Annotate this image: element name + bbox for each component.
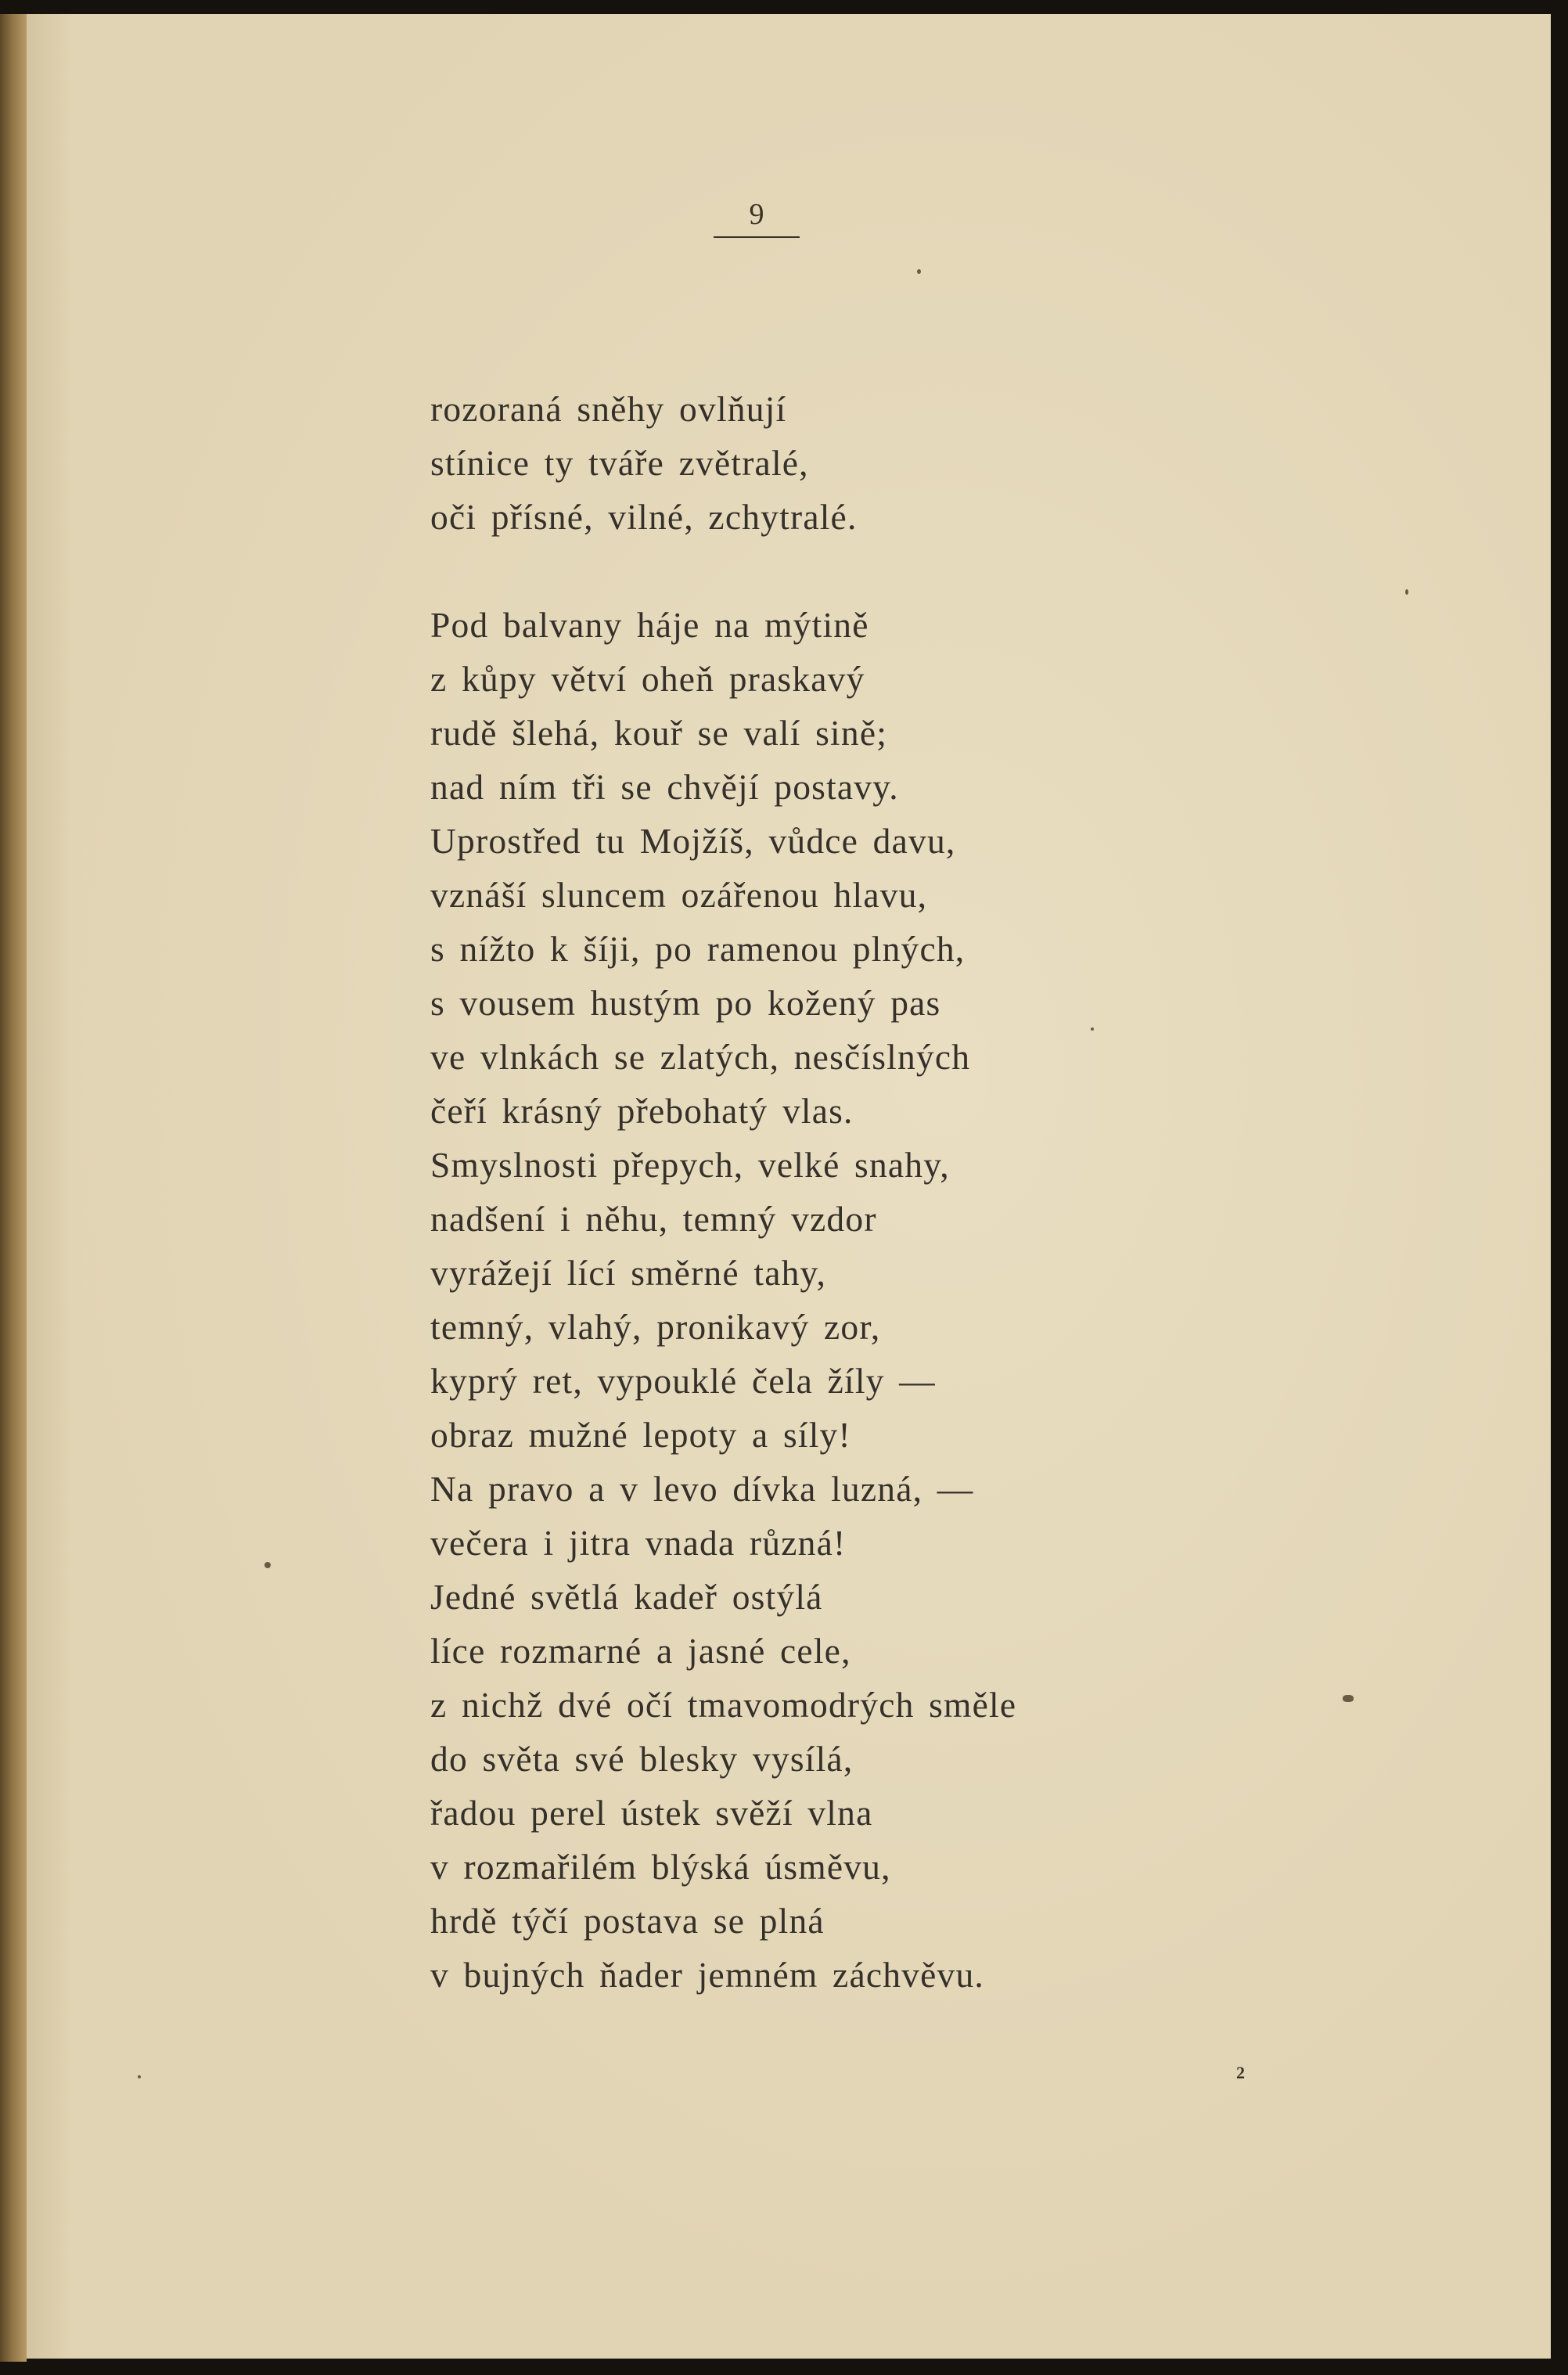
poem-line: čeří krásný přebohatý vlas. — [430, 1091, 854, 1131]
paper-speck — [1343, 1695, 1354, 1702]
poem-line: obraz mužné lepoty a síly! — [430, 1415, 851, 1455]
poem-line: kyprý ret, vypouklé čela žíly — — [430, 1361, 936, 1401]
paper-speck — [1091, 1027, 1094, 1031]
poem-line: vznáší sluncem ozářenou hlavu, — [430, 875, 928, 915]
paper-speck — [264, 1562, 271, 1568]
poem-line: řadou perel ústek svěží vlna — [430, 1793, 873, 1833]
printer-signature-mark: 2 — [1236, 2063, 1245, 2082]
poem-line: Uprostřed tu Mojžíš, vůdce davu, — [430, 821, 956, 861]
poem-line: v bujných ňader jemném záchvěvu. — [430, 1955, 984, 1995]
poem-line: z nichž dvé očí tmavomodrých směle — [430, 1685, 1017, 1725]
poem-line: rudě šlehá, kouř se valí sině; — [430, 713, 888, 753]
poem-line: temný, vlahý, pronikavý zor, — [430, 1307, 881, 1347]
poem-line: s vousem hustým po kožený pas — [430, 983, 941, 1023]
poem-line: v rozmařilém blýská úsměvu, — [430, 1847, 891, 1887]
poem-line: nad ním tři se chvějí postavy. — [430, 767, 899, 807]
poem-line: Jedné světlá kadeř ostýlá — [430, 1577, 823, 1617]
poem-line: nadšení i něhu, temný vzdor — [430, 1199, 877, 1239]
paper-speck — [1405, 589, 1408, 595]
paper-speck — [138, 2075, 141, 2078]
poem-line: líce rozmarné a jasné cele, — [430, 1631, 851, 1671]
stanza-2 — [430, 598, 1135, 2002]
paper-speck — [917, 269, 921, 274]
poem-line: večera i jitra vnada různá! — [430, 1523, 847, 1563]
poem-line: z kůpy větví oheň praskavý — [430, 659, 865, 699]
poem-line: Na pravo a v levo dívka luzná, — — [430, 1469, 974, 1509]
poem-line: do světa své blesky vysílá, — [430, 1739, 854, 1779]
poem-line: Pod balvany háje na mýtině — [430, 605, 869, 645]
page-number: 9 — [714, 199, 800, 238]
poem-line: s nížto k šíji, po ramenou plných, — [430, 929, 966, 969]
poem-line: ve vlnkách se zlatých, nesčíslných — [430, 1037, 971, 1077]
poem-line: rozoraná sněhy ovlňují — [430, 389, 787, 429]
poem-line: Smyslnosti přepych, velké snahy, — [430, 1145, 950, 1185]
book-page — [27, 14, 1551, 2359]
poem-line: hrdě týčí postava se plná — [430, 1901, 825, 1941]
poem-text — [430, 382, 1135, 2002]
poem-line: stínice ty tváře zvětralé, — [430, 443, 809, 483]
stanza-1 — [430, 382, 1135, 544]
book-spine-edge — [0, 14, 27, 2362]
poem-line: oči přísné, vilné, zchytralé. — [430, 497, 858, 537]
poem-line: vyrážejí lící směrné tahy, — [430, 1253, 827, 1293]
